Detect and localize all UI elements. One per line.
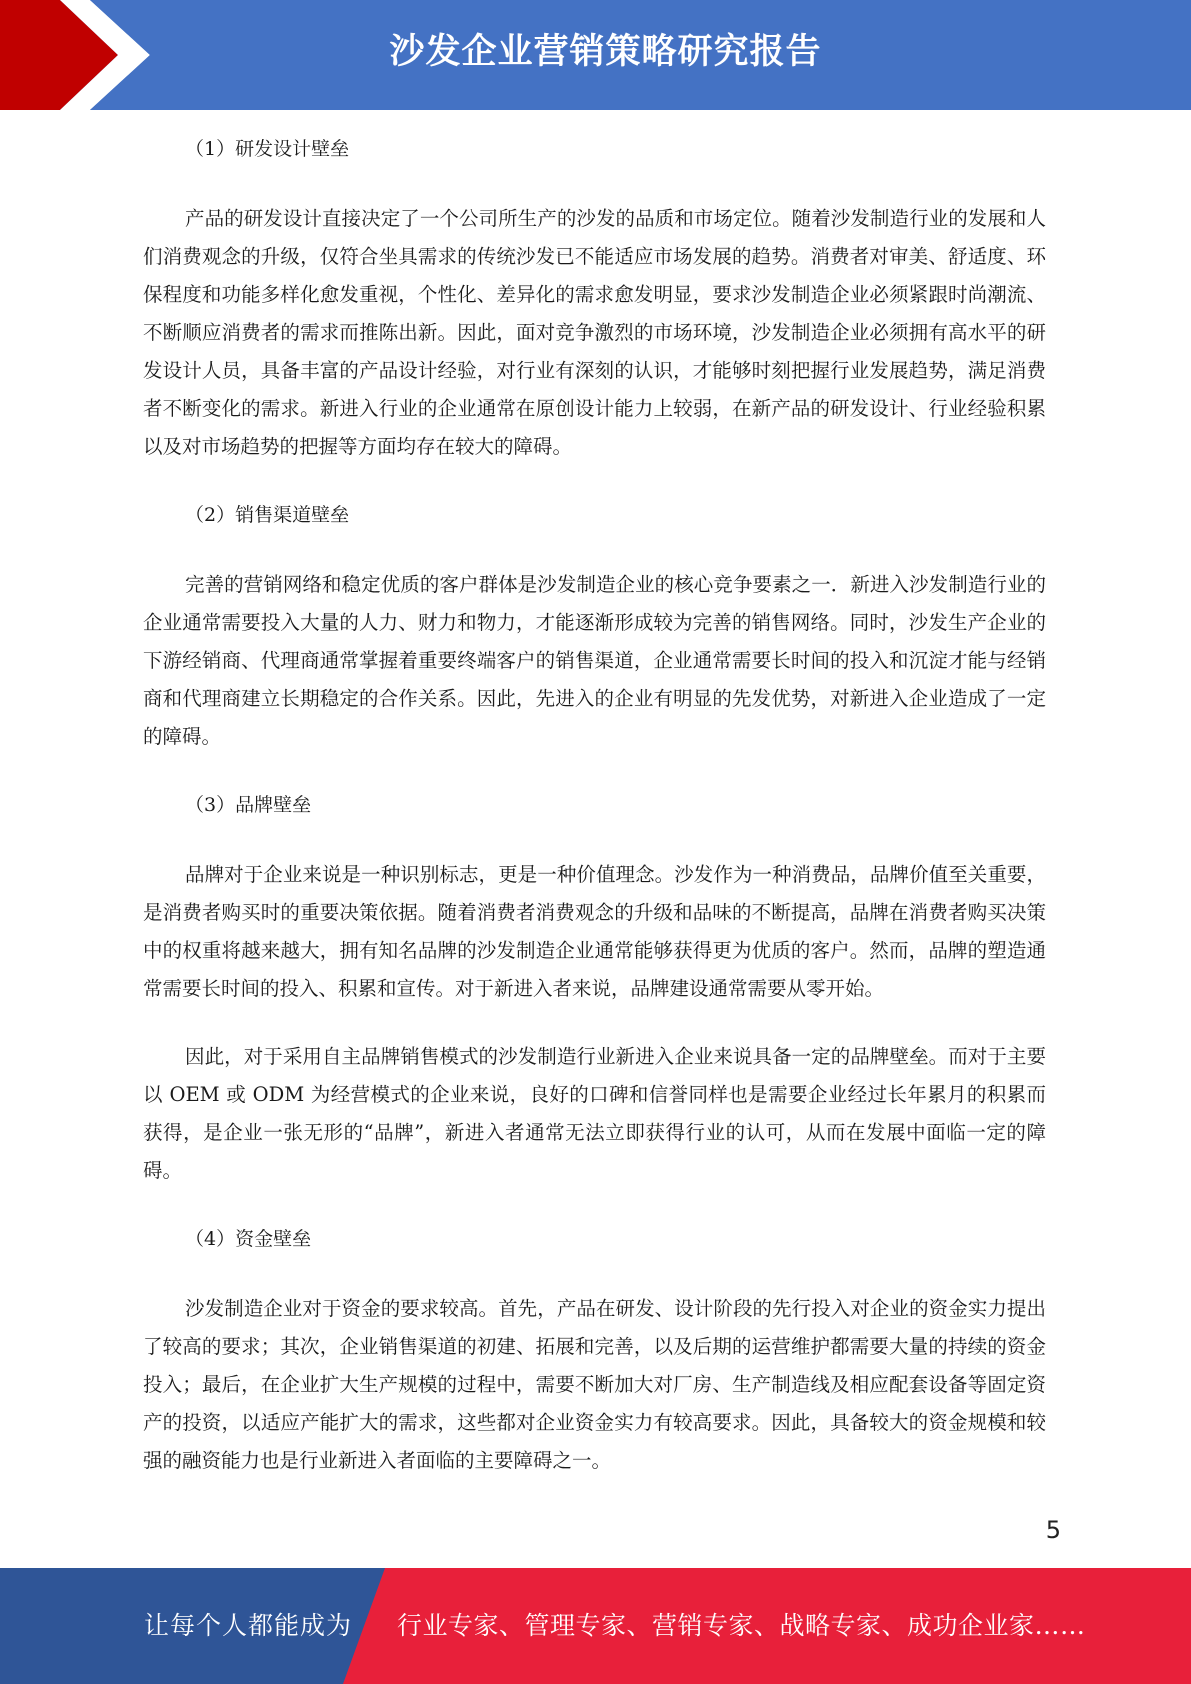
section-heading: （3）品牌壁垒	[185, 794, 312, 816]
paragraph: 品牌对于企业来说是一种识别标志，更是一种价值理念。沙发作为一种消费品，品牌价值至关重要，是消费者购买时的重要决策依据。随着消费者消费观念的升级和品味的不断提高，品牌在消费者购买决策中的权重将越来越大，拥有知名品牌的沙发制造企业通常能够获得更为优质的客户。然而，品牌的塑造通常需要长时间的投入、积累和宣传。对于新进入者来说，品牌建设通常需要从零开始。	[143, 863, 1046, 1000]
section-heading: （2）销售渠道壁垒	[185, 504, 350, 526]
report-title: 沙发企业营销策略研究报告	[389, 32, 822, 72]
footer-slogan-lead: 让每个人都能成为	[144, 1611, 353, 1640]
page-number: 5	[1045, 1516, 1061, 1544]
paragraph: 因此，对于采用自主品牌销售模式的沙发制造行业新进入企业来说具备一定的品牌壁垒。而对于主要以 OEM 或 ODM 为经营模式的企业来说，良好的口碑和信誉同样也是需要企业经过长年累月的积累而获得，是企业一张无形的“品牌”，新进入者通常无法立即获得行业的认可，从而在发展中面临一定的障碍。	[143, 1045, 1046, 1182]
paragraph: 完善的营销网络和稳定优质的客户群体是沙发制造企业的核心竞争要素之一．新进入沙发制造行业的企业通常需要投入大量的人力、财力和物力，才能逐渐形成较为完善的销售网络。同时，沙发生产企业的下游经销商、代理商通常掌握着重要终端客户的销售渠道，企业通常需要长时间的投入和沉淀才能与经销商和代理商建立长期稳定的合作关系。因此，先进入的企业有明显的先发优势，对新进入企业造成了一定的障碍。	[143, 573, 1046, 748]
footer-slogan-roles: 行业专家、管理专家、营销专家、战略专家、成功企业家……	[397, 1611, 1086, 1640]
page-footer	[0, 1568, 1191, 1684]
paragraph: 产品的研发设计直接决定了一个公司所生产的沙发的品质和市场定位。随着沙发制造行业的发展和人们消费观念的升级，仅符合坐具需求的传统沙发已不能适应市场发展的趋势。消费者对审美、舒适度、环保程度和功能多样化愈发重视，个性化、差异化的需求愈发明显，要求沙发制造企业必须紧跟时尚潮流、不断顺应消费者的需求而推陈出新。因此，面对竞争激烈的市场环境，沙发制造企业必须拥有高水平的研发设计人员，具备丰富的产品设计经验，对行业有深刻的认识，才能够时刻把握行业发展趋势，满足消费者不断变化的需求。新进入行业的企业通常在原创设计能力上较弱，在新产品的研发设计、行业经验积累以及对市场趋势的把握等方面均存在较大的障碍。	[143, 207, 1046, 458]
section-heading: （1）研发设计壁垒	[185, 138, 350, 160]
document-body	[143, 130, 1046, 1480]
page-header	[0, 0, 1191, 110]
section-heading: （4）资金壁垒	[185, 1228, 312, 1250]
paragraph: 沙发制造企业对于资金的要求较高。首先，产品在研发、设计阶段的先行投入对企业的资金实力提出了较高的要求；其次，企业销售渠道的初建、拓展和完善，以及后期的运营维护都需要大量的持续的资金投入；最后，在企业扩大生产规模的过程中，需要不断加大对厂房、生产制造线及相应配套设备等固定资产的投资，以适应产能扩大的需求，这些都对企业资金实力有较高要求。因此，具备较大的资金规模和较强的融资能力也是行业新进入者面临的主要障碍之一。	[143, 1297, 1046, 1472]
